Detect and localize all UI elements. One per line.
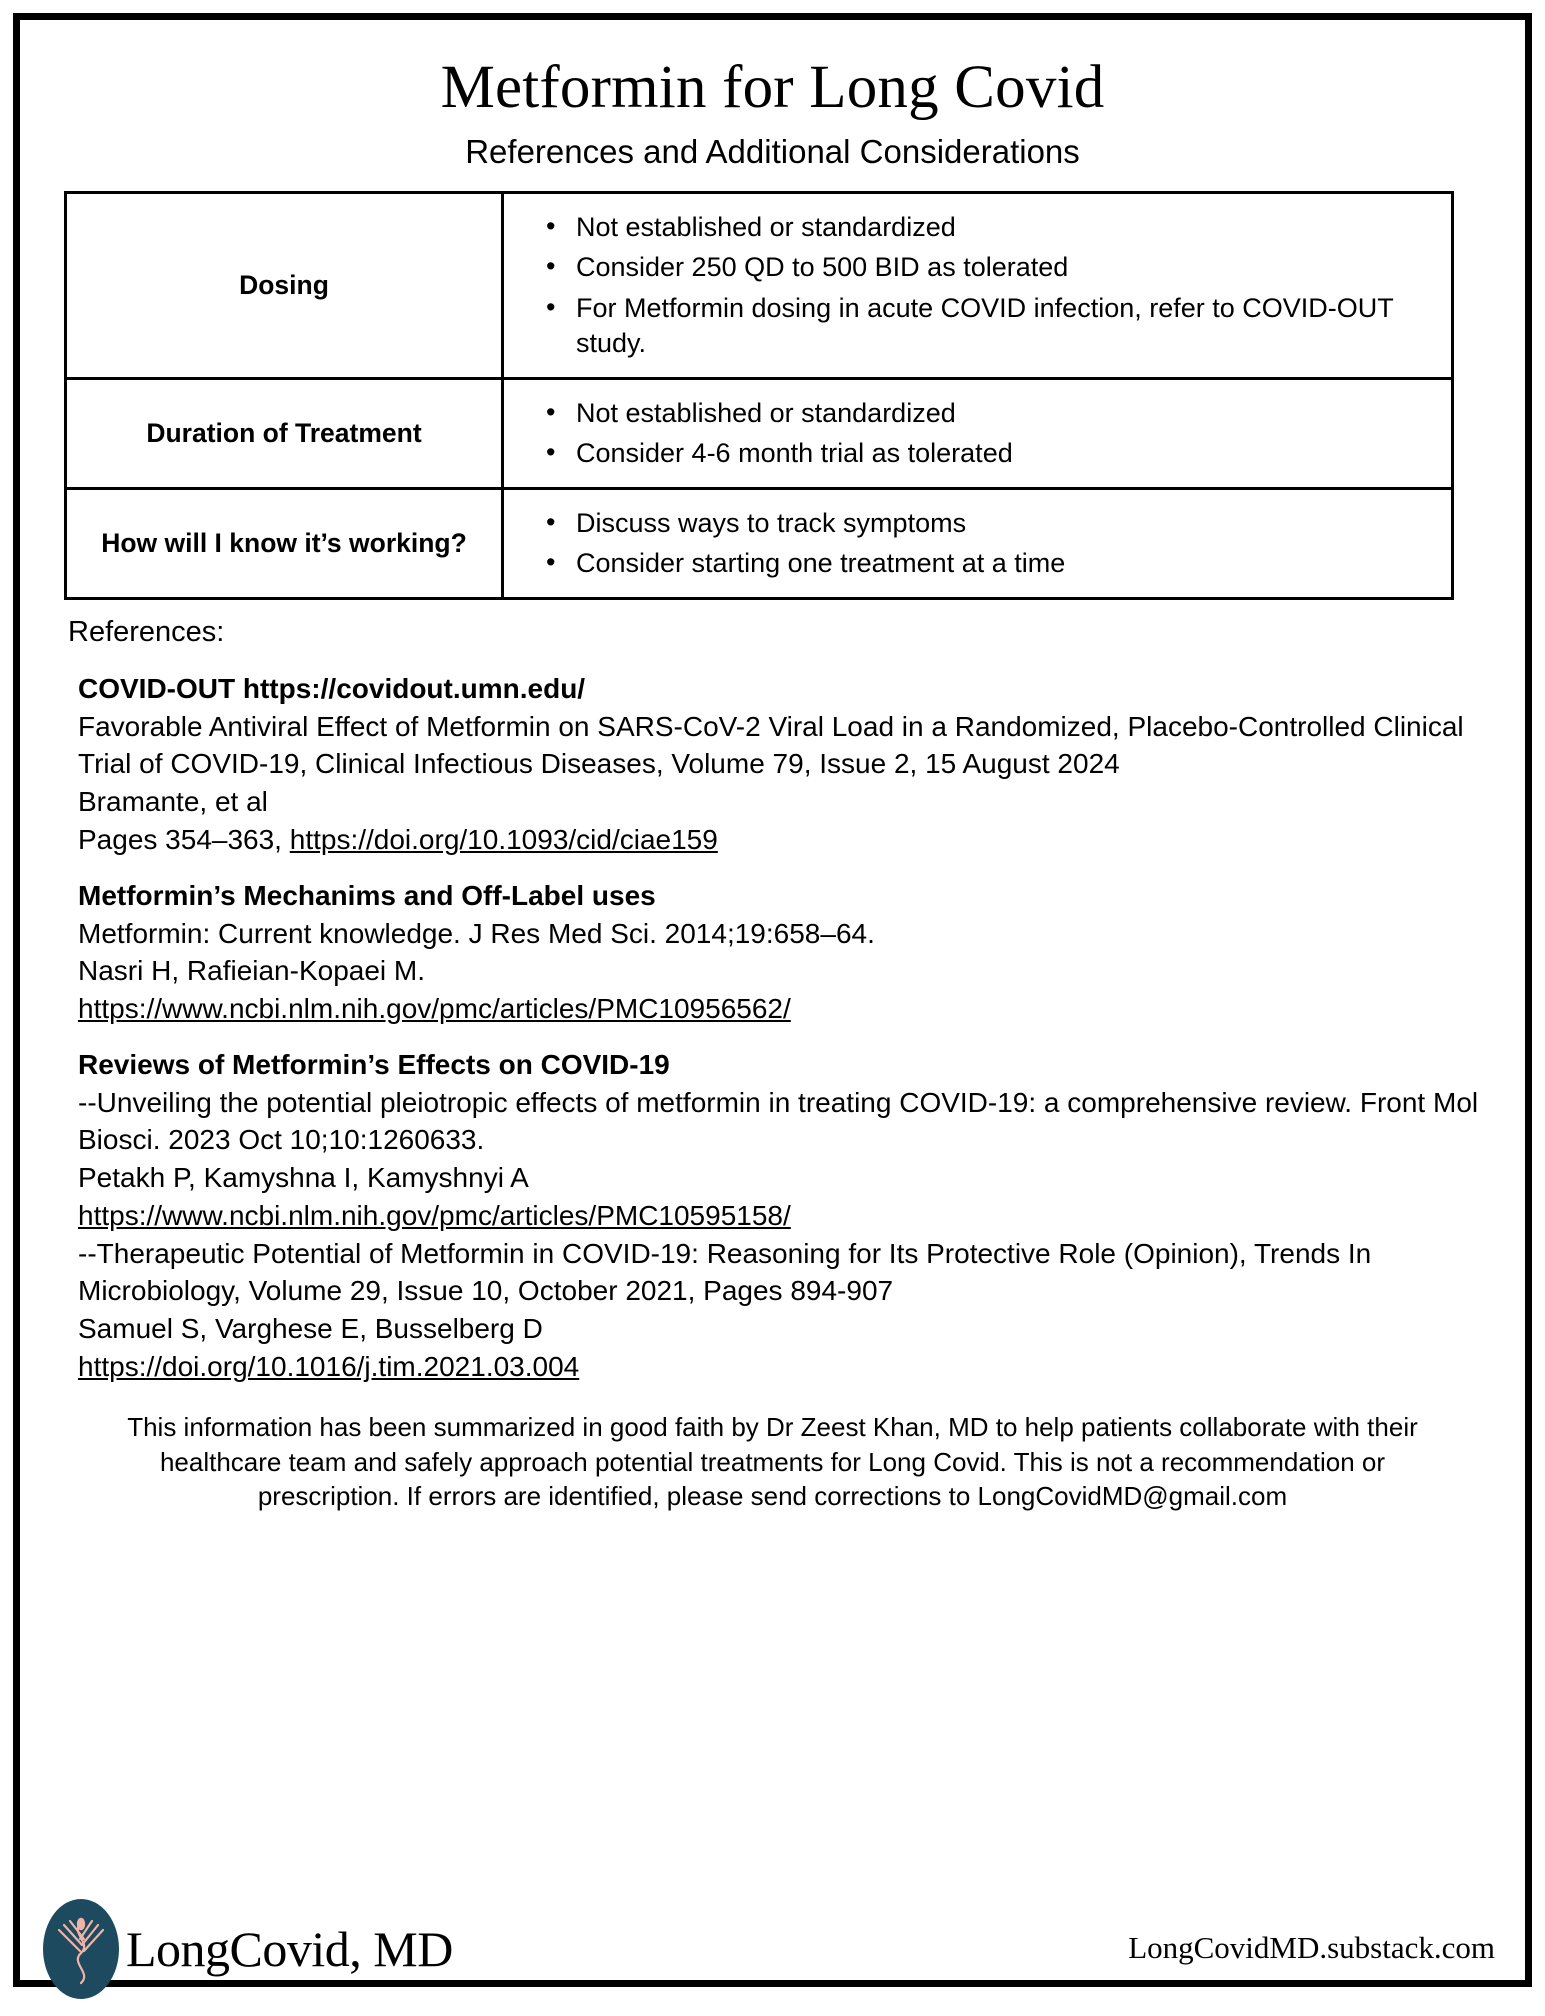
document-page — [13, 13, 1532, 1987]
reference-pages-text: Pages 354–363, — [78, 823, 290, 855]
reference-authors: Bramante, et al — [78, 785, 268, 817]
reference-authors-secondary: Samuel S, Varghese E, Busselberg D — [78, 1313, 543, 1345]
reference-citation: --Unveiling the potential pleiotropic effects of metformin in treating COVID-19: a comprehensive review. Front Mol Biosci. 2023 Oct 10;10:1260633. — [78, 1087, 1479, 1156]
bullet-list — [504, 210, 1441, 360]
reference-link-row-secondary — [78, 1349, 1481, 1386]
list-item: • Not established or standardized — [576, 396, 1441, 431]
bullet-list — [504, 506, 1441, 581]
reference-title: COVID-OUT https://covidout.umn.edu/ — [78, 672, 586, 704]
reference-authors: Nasri H, Rafieian-Kopaei M. — [78, 955, 426, 987]
brand-lockup — [40, 1897, 453, 2001]
reference-pmc-link[interactable]: https://www.ncbi.nlm.nih.gov/pmc/articles/PMC10595158/ — [78, 1200, 791, 1232]
reference-pmc-link[interactable]: https://www.ncbi.nlm.nih.gov/pmc/articles/PMC10956562/ — [78, 993, 791, 1025]
reference-authors: Petakh P, Kamyshna I, Kamyshnyi A — [78, 1162, 529, 1194]
list-item: • Discuss ways to track symptoms — [576, 506, 1441, 541]
row-label: Duration of Treatment — [66, 378, 503, 488]
list-item: • Consider starting one treatment at a time — [576, 546, 1441, 581]
reference-citation-secondary: --Therapeutic Potential of Metformin in COVID-19: Reasoning for Its Protective Role (Opinion), Trends In Microbiology, Volume 29, Issue 10, October 2021, Pages 894-907 — [78, 1238, 1372, 1307]
footer-url: LongCovidMD.substack.com — [1128, 1929, 1495, 1965]
references-heading: References: — [68, 616, 225, 649]
list-item: • For Metformin dosing in acute COVID infection, refer to COVID-OUT study. — [576, 291, 1441, 361]
reference-citation: Favorable Antiviral Effect of Metformin on SARS-CoV-2 Viral Load in a Randomized, Placebo-Controlled Clinical Trial of COVID-19, Clinical Infectious Diseases, Volume 79, Issue 2, 15 August 2024 — [78, 710, 1464, 779]
reference-group-mechanisms — [64, 878, 1481, 1029]
reference-pages — [78, 822, 1481, 859]
reference-group-reviews — [64, 1047, 1481, 1386]
reference-link-row — [78, 1198, 1481, 1235]
list-item: • Consider 250 QD to 500 BID as tolerated — [576, 250, 1441, 285]
row-content — [503, 378, 1453, 488]
reference-citation: Metformin: Current knowledge. J Res Med Sci. 2014;19:658–64. — [78, 917, 875, 949]
table-row — [66, 193, 1453, 378]
brand-name: LongCovid, MD — [126, 1921, 453, 1977]
reference-doi-link[interactable]: https://doi.org/10.1093/cid/ciae159 — [289, 823, 718, 855]
reference-title: Reviews of Metformin’s Effects on COVID-19 — [78, 1049, 670, 1081]
considerations-table — [64, 191, 1454, 600]
list-item: • Not established or standardized — [576, 210, 1441, 245]
row-content — [503, 193, 1453, 378]
row-content — [503, 488, 1453, 598]
reference-doi-link-secondary[interactable]: https://doi.org/10.1016/j.tim.2021.03.004 — [78, 1350, 580, 1382]
row-label: Dosing — [66, 193, 503, 378]
page-title: Metformin for Long Covid — [440, 54, 1105, 121]
row-label: How will I know it’s working? — [66, 488, 503, 598]
list-item: • Consider 4-6 month trial as tolerated — [576, 436, 1441, 471]
longcovid-md-logo-icon — [40, 1897, 122, 2001]
reference-group-covid-out — [64, 671, 1481, 859]
reference-title: Metformin’s Mechanims and Off-Label uses — [78, 879, 656, 911]
reference-link-row — [78, 991, 1481, 1028]
bullet-list — [504, 396, 1441, 471]
page-footer — [20, 1894, 1525, 2004]
table-row — [66, 488, 1453, 598]
page-subtitle: References and Additional Considerations — [465, 133, 1080, 171]
disclaimer-text: This information has been summarized in good faith by Dr Zeest Khan, MD to help patients collaborate with their healthcare team and safely approach potential treatments for Long Covid. This is not a recommendation or prescription. If errors are identified, please send corrections to LongCovidMD@gmail.com — [127, 1411, 1418, 1512]
table-row — [66, 378, 1453, 488]
